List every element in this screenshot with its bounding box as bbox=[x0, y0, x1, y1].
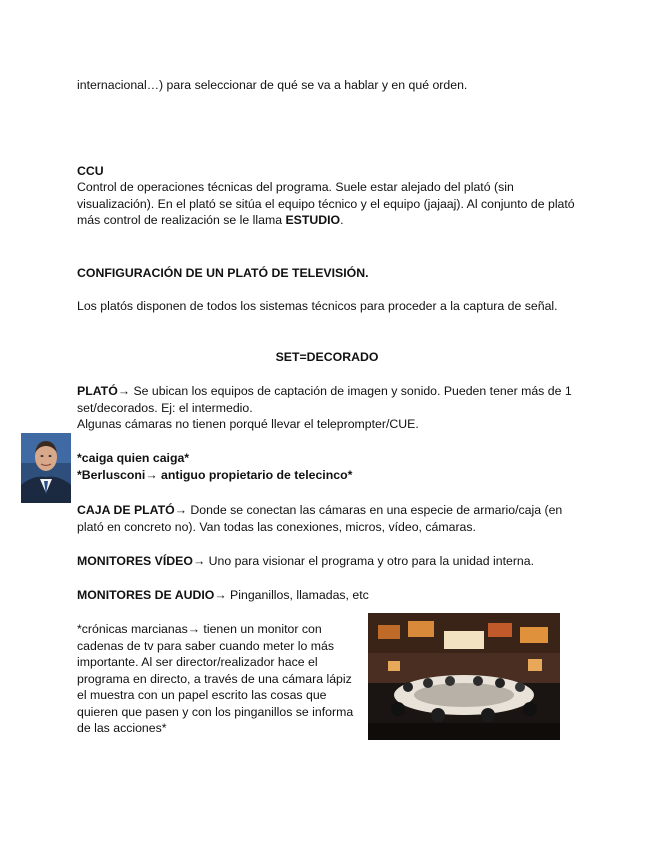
arrow-icon: → bbox=[187, 622, 201, 636]
tv-studio-photo bbox=[368, 613, 560, 740]
arrow-icon: → bbox=[174, 503, 187, 517]
plato-term: PLATÓ bbox=[77, 384, 118, 398]
plato-paragraph: PLATÓ→ Se ubican los equipos de captación de imagen y sonido. Pueden tener más de 1 set/decorados. Ej: el intermedio. Algunas cámaras no tienen porqué llevar el teleprompter/CUE. bbox=[77, 384, 572, 431]
config-paragraph: Los platós disponen de todos los sistemas técnicos para proceder a la captura de señal. bbox=[77, 299, 558, 313]
ccu-text: Control de operaciones técnicas del programa. Suele estar alejado del plató (sin visualización). En el plató se sitúa el equipo técnico y el equipo (jajaaj). Al conjunto de plató más control de realización se le llama bbox=[77, 180, 575, 227]
arrow-icon: → bbox=[192, 554, 206, 568]
monitores-audio-paragraph: MONITORES DE AUDIO→ Pinganillos, llamadas, etc bbox=[77, 588, 369, 602]
set-decorado-line: SET=DECORADO bbox=[275, 350, 379, 364]
berlusconi-photo bbox=[21, 433, 71, 503]
arrow-icon: → bbox=[214, 588, 227, 602]
estudio-term: ESTUDIO bbox=[285, 213, 341, 227]
quote-block: *caiga quien caiga* *Berlusconi→ antiguo propietario de telecinco* bbox=[77, 451, 353, 482]
monitores-video-paragraph: MONITORES VÍDEO→ Uno para visionar el programa y otro para la unidad interna. bbox=[77, 554, 535, 568]
intro-line: internacional…) para seleccionar de qué se va a hablar y en qué orden. bbox=[77, 78, 468, 92]
config-heading: CONFIGURACIÓN DE UN PLATÓ DE TELEVISIÓN. bbox=[77, 266, 369, 280]
ccu-heading: CCU bbox=[77, 164, 104, 178]
arrow-icon: → bbox=[117, 384, 131, 398]
caja-paragraph: CAJA DE PLATÓ→ Donde se conectan las cámaras en una especie de armario/caja (en plató en concreto no). Van todas las conexiones, micros, vídeo, cámaras. bbox=[77, 503, 563, 534]
monitores-audio-term: MONITORES DE AUDIO bbox=[77, 588, 215, 602]
cronicas-paragraph: *crónicas marcianas→ tienen un monitor con cadenas de tv para saber cuando meter lo más importante. Al ser director/realizador hace el programa en directo, a través de una cámara lápiz el muestra con un papel escrito las cosas que quieren que pasen y con los pinganillos se informa de las acciones* bbox=[77, 622, 354, 735]
monitores-video-term: MONITORES VÍDEO bbox=[77, 554, 193, 568]
caja-term: CAJA DE PLATÓ bbox=[77, 503, 175, 517]
arrow-icon: → bbox=[145, 467, 158, 482]
ccu-paragraph: Control de operaciones técnicas del programa. Suele estar alejado del plató (sin visualización). En el plató se sitúa el equipo técnico y el equipo (jajaaj). Al conjunto de plató más control de realización se le llama ESTUDIO. bbox=[77, 180, 575, 227]
